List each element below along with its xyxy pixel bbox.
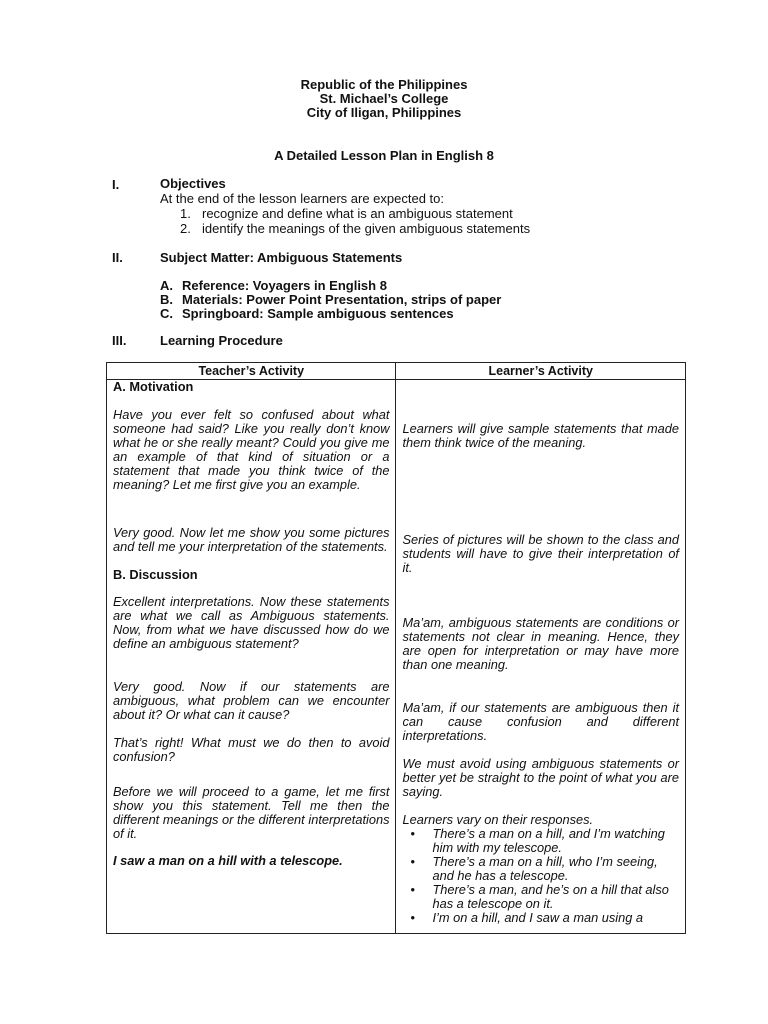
teacher-text: That’s right! What must we do then to avoid confusion? [113, 735, 390, 764]
ambiguous-sentence: I saw a man on a hill with a telescope. [113, 853, 343, 868]
header-line-2: St. Michael’s College [319, 91, 449, 106]
section-2-numeral: II. [112, 250, 123, 265]
learner-text: Learners vary on their responses. [402, 812, 594, 827]
responses-list [402, 827, 679, 925]
table-cell [396, 380, 686, 934]
table-cell [107, 380, 396, 934]
section-3-numeral: III. [112, 333, 127, 348]
discussion-heading: B. Discussion [113, 567, 198, 582]
teacher-text: Before we will proceed to a game, let me first show you this statement. Tell me then the different meanings or the different interpretations of it. [113, 784, 390, 841]
motivation-heading: A. Motivation [113, 379, 194, 394]
material-item: C. Springboard: Sample ambiguous sentences [160, 306, 454, 321]
material-item: B. Materials: Power Point Presentation, strips of paper [160, 292, 502, 307]
learner-text: Ma’am, ambiguous statements are conditions or statements not clear in meaning. Hence, they are open for interpretation or may have more than one meaning. [402, 615, 679, 672]
document-header [0, 78, 768, 120]
objectives-list [180, 206, 530, 236]
list-item: • There’s a man, and he’s on a hill that also has a telescope on it. [432, 883, 679, 911]
teacher-text: Have you ever felt so confused about what someone had said? Like you really don’t know what he or she really meant? Could you give me an example of that kind of situation or a statement that made you think twice of the meaning? Let me first give you an example. [113, 407, 390, 492]
objectives-heading: Objectives [160, 176, 226, 191]
learner-text: Learners will give sample statements that made them think twice of the meaning. [402, 421, 679, 450]
materials-list [160, 278, 501, 320]
learner-text: Series of pictures will be shown to the class and students will have to give their interpretation of it. [402, 532, 679, 575]
teacher-text: Very good. Now let me show you some pictures and tell me your interpretation of the statements. [113, 525, 390, 554]
document-title: A Detailed Lesson Plan in English 8 [274, 148, 494, 163]
teacher-text: Excellent interpretations. Now these statements are what we call as Ambiguous statements. Now, from what we have discussed how do we define an ambiguous statement? [113, 594, 390, 651]
learner-column-header: Learner’s Activity [396, 363, 686, 380]
objectives-intro: At the end of the lesson learners are expected to: [160, 191, 445, 206]
teacher-text: Very good. Now if our statements are ambiguous, what problem can we encounter about it? Or what can it cause? [113, 679, 390, 722]
learner-text: We must avoid using ambiguous statements or better yet be straight to the point of what you are saying. [402, 756, 679, 799]
header-line-1: Republic of the Philippines [300, 77, 468, 92]
learner-text: Ma’am, if our statements are ambiguous then it can cause confusion and different interpretations. [402, 700, 679, 743]
list-item: • There’s a man on a hill, who I’m seeing, and he has a telescope. [432, 855, 679, 883]
subject-heading: Subject Matter: Ambiguous Statements [160, 250, 403, 265]
objective-item: 1. recognize and define what is an ambiguous statement [180, 206, 513, 221]
section-1-numeral: I. [112, 177, 120, 192]
objective-item: 2. identify the meanings of the given ambiguous statements [180, 221, 531, 236]
procedure-heading: Learning Procedure [160, 333, 283, 348]
list-item: • I’m on a hill, and I saw a man using a [432, 911, 679, 925]
teacher-column-header: Teacher’s Activity [107, 363, 396, 380]
activity-table [106, 362, 686, 934]
header-line-3: City of Iligan, Philippines [306, 105, 462, 120]
list-item: • There’s a man on a hill, and I’m watching him with my telescope. [432, 827, 679, 855]
material-item: A. Reference: Voyagers in English 8 [160, 278, 387, 293]
